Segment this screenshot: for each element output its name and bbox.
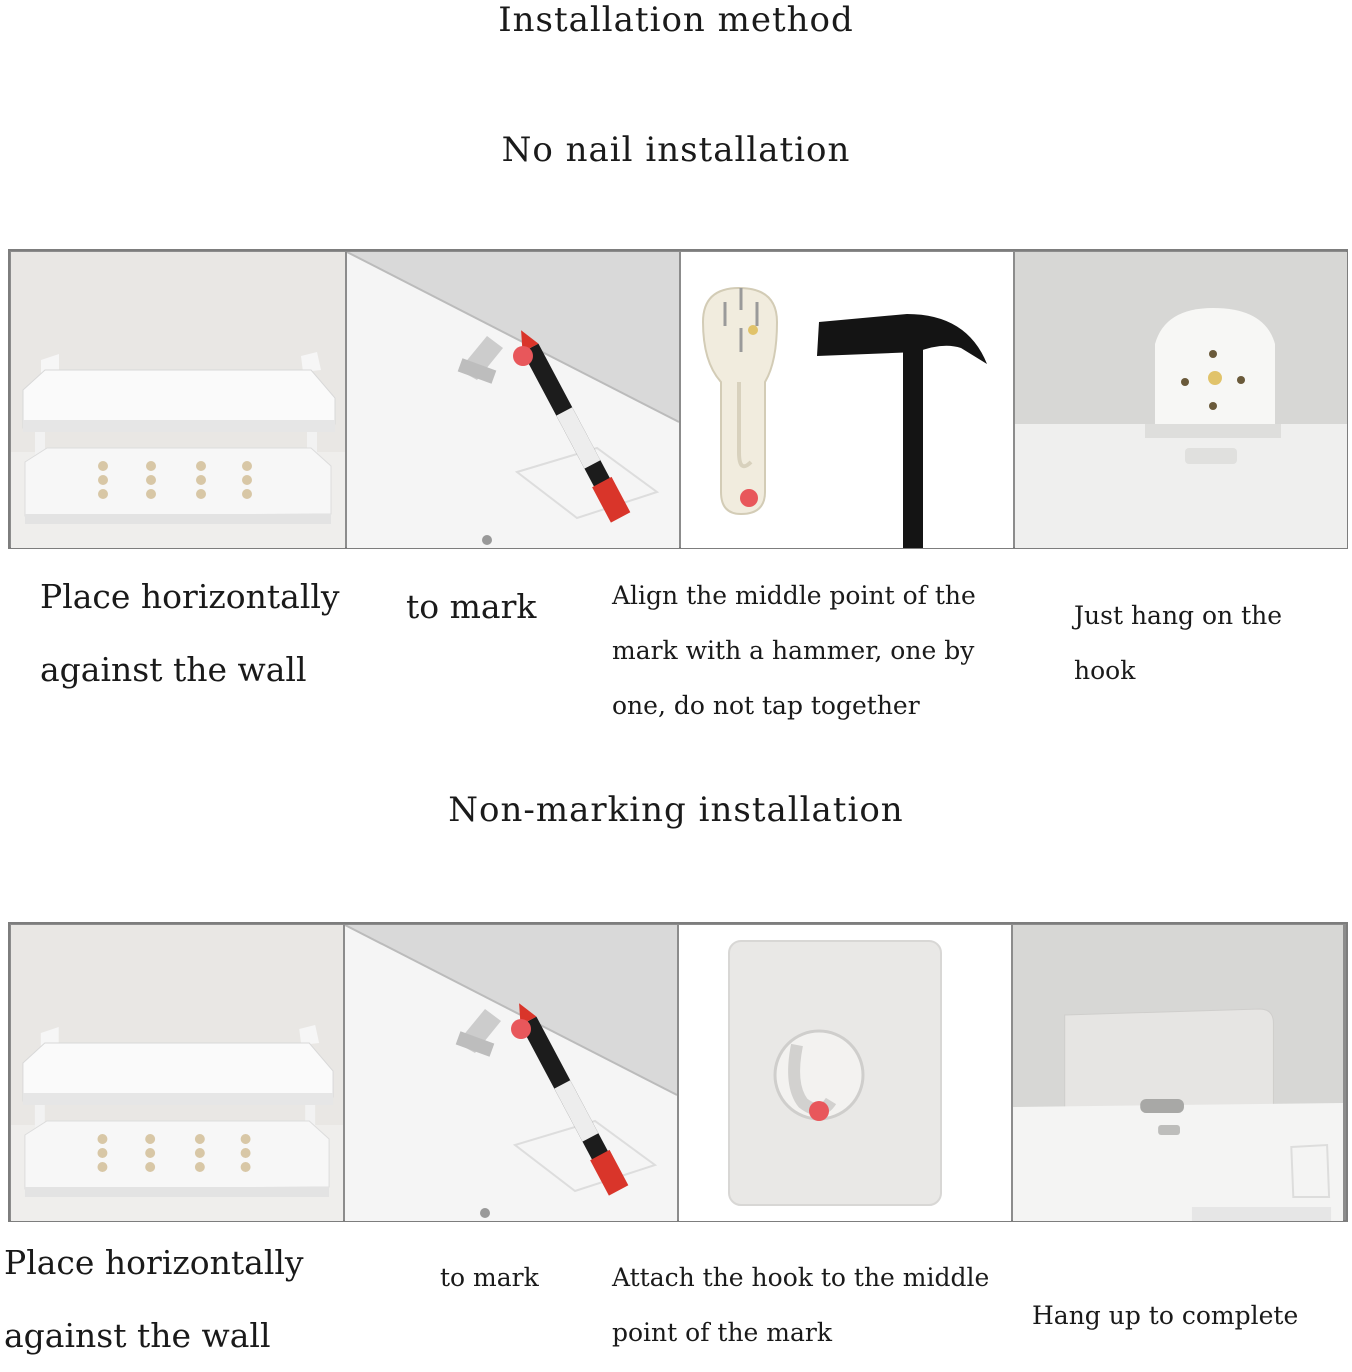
hung-on-hook-photo <box>1015 252 1347 548</box>
hung-on-adhesive-hook-photo <box>1013 925 1343 1221</box>
adhesive-hook-photo <box>679 925 1011 1221</box>
no-nail-caption-align: Align the middle point of the mark with a hammer, one by one, do not tap together <box>612 581 976 720</box>
shelf-photo <box>11 252 345 548</box>
nail-hook-and-hammer-photo <box>681 252 1013 548</box>
non-marking-caption-attach: Attach the hook to the middle point of the mark <box>612 1263 990 1347</box>
marker-marking-photo <box>345 925 677 1221</box>
section-heading-non-marking: Non-marking installation <box>448 790 904 830</box>
page-title: Installation method <box>498 0 854 40</box>
no-nail-photo-strip <box>8 249 1348 549</box>
non-marking-caption-mark: to mark <box>440 1263 539 1292</box>
non-marking-caption-complete: Hang up to complete <box>1032 1301 1299 1330</box>
non-marking-photo-strip <box>8 922 1348 1222</box>
no-nail-caption-hang: Just hang on the hook <box>1074 601 1283 685</box>
section-heading-no-nail: No nail installation <box>501 130 851 170</box>
no-nail-caption-mark: to mark <box>406 587 537 626</box>
no-nail-caption-place: Place horizontally against the wall <box>40 577 340 689</box>
non-marking-caption-place: Place horizontally against the wall <box>4 1243 304 1355</box>
shelf-photo <box>11 925 343 1221</box>
marker-marking-photo <box>347 252 679 548</box>
